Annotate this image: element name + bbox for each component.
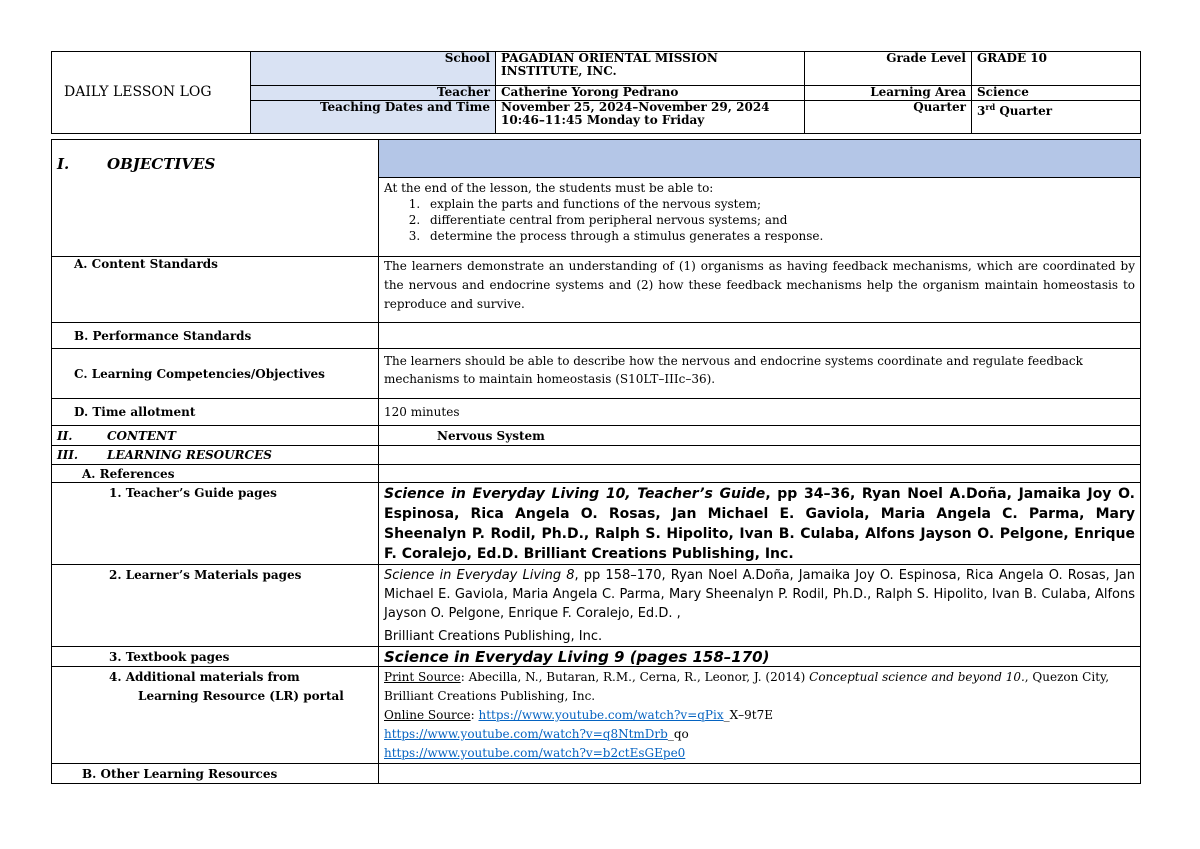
print-source-label: Print Source xyxy=(384,670,461,684)
objective-item: 2. differentiate central from peripheral nervous systems; and xyxy=(424,212,1135,228)
lm-rest: , pp 158–170, Ryan Noel A.Doña, Jamaika Joy O. Espinosa, Rica Angela O. Rosas, Jan Michael E. Gaviola, Maria Angela C. Parma, Mary Sheenalyn P. Rodil, Ph.D., Ralph S. Hipolito, Ivan B. Culaba, Alfons Jayson O. Pelgone, Enrique F. Coralejo, Ed.D. , xyxy=(384,568,1135,621)
objectives-heading: OBJECTIVES xyxy=(107,155,216,173)
quarter-label: Quarter xyxy=(805,101,972,134)
content-num: II. xyxy=(57,428,73,443)
tg-book: Science in Everyday Living 10, Teacher’s Guide xyxy=(384,486,766,502)
quarter-value: 3rd Quarter xyxy=(972,101,1141,134)
tg-text xyxy=(379,483,1141,565)
competencies-text: The learners should be able to describe how the nervous and endocrine systems coordinate and regulate feedback mechanisms to maintain homeostasis (S10LT–IIIc–36). xyxy=(379,349,1141,399)
lm-text xyxy=(379,565,1141,647)
log-title-cell xyxy=(52,52,251,134)
video-link-2-row: https://www.youtube.com/watch?v=q8NtmDrb_qo xyxy=(384,727,689,741)
tg-label: 1. Teacher’s Guide pages xyxy=(52,483,379,565)
dates-cell xyxy=(496,101,805,134)
tb-text: Science in Everyday Living 9 (pages 158–170) xyxy=(379,647,1141,667)
print-rest: , Quezon City, Brilliant Creations Publishing, Inc. xyxy=(384,670,1110,703)
lm-publisher: Brilliant Creations Publishing, Inc. xyxy=(384,629,603,644)
video-link-2[interactable]: https://www.youtube.com/watch?v=q8NtmDrb xyxy=(384,727,668,741)
video-link-3[interactable]: https://www.youtube.com/watch?v=b2ctEsGEpe0 xyxy=(384,746,686,760)
school-value: PAGADIAN ORIENTAL MISSION INSTITUTE, INC. xyxy=(496,52,805,86)
content-text: Nervous System xyxy=(379,426,1141,446)
content-heading-cell xyxy=(52,426,379,446)
online-source-label: Online Source xyxy=(384,708,471,722)
grade-value: GRADE 10 xyxy=(972,52,1141,86)
other-resources-label: B. Other Learning Resources xyxy=(52,764,379,784)
objectives-header-bar xyxy=(379,140,1141,178)
area-label: Learning Area xyxy=(805,86,972,101)
header-table xyxy=(51,51,1141,134)
performance-standards-label: B. Performance Standards xyxy=(52,323,379,349)
content-heading: CONTENT xyxy=(107,428,176,443)
performance-standards-text xyxy=(379,323,1141,349)
objectives-body xyxy=(379,178,1141,257)
print-source xyxy=(384,668,1135,706)
dates-value: November 25, 2024–November 29, 2024 xyxy=(501,100,770,114)
objectives-num: I. xyxy=(57,155,70,173)
additional-label-line2: Learning Resource (LR) portal xyxy=(138,689,344,703)
objectives-heading-cell xyxy=(52,140,379,257)
objectives-list xyxy=(384,196,1135,244)
content-standards-text: The learners demonstrate an understanding of (1) organisms as having feedback mechanisms, which are coordinated by the nervous and endocrine systems and (2) how these feedback mechanisms help the organism maintain homeostasis to reproduce and survive. xyxy=(379,257,1141,323)
log-title: DAILY LESSON LOG xyxy=(64,84,212,100)
time-allotment-label: D. Time allotment xyxy=(52,399,379,426)
time-value: 10:46–11:45 Monday to Friday xyxy=(501,113,705,127)
objectives-intro: At the end of the lesson, the students must be able to: xyxy=(384,181,714,195)
area-value: Science xyxy=(972,86,1141,101)
resources-heading: LEARNING RESOURCES xyxy=(107,448,272,462)
teacher-value: Catherine Yorong Pedrano xyxy=(496,86,805,101)
online-source: Online Source: https://www.youtube.com/watch?v=qPix_X–9t7E xyxy=(384,708,774,722)
references-empty xyxy=(379,465,1141,483)
lesson-table xyxy=(51,139,1141,784)
print-authors: : Abecilla, N., Butaran, R.M., Cerna, R., Leonor, J. (2014) xyxy=(460,670,810,684)
grade-label: Grade Level xyxy=(805,52,972,86)
objective-item: 1. explain the parts and functions of the nervous system; xyxy=(424,196,1135,212)
video-link-3-row xyxy=(384,744,1135,763)
lm-book: Science in Everyday Living 8 xyxy=(384,568,575,583)
time-allotment-text: 120 minutes xyxy=(379,399,1141,426)
print-title: Conceptual science and beyond 10. xyxy=(809,670,1025,684)
competencies-label: C. Learning Competencies/Objectives xyxy=(52,349,379,399)
objective-item: 3. determine the process through a stimulus generates a response. xyxy=(424,228,1135,244)
references-label: A. References xyxy=(52,465,379,483)
resources-num: III. xyxy=(57,448,79,462)
resources-empty xyxy=(379,446,1141,465)
additional-label-line1: 4. Additional materials from xyxy=(109,670,300,684)
dates-label: Teaching Dates and Time xyxy=(251,101,496,134)
content-standards-label: A. Content Standards xyxy=(52,257,379,323)
tg-rest: , pp 34–36, Ryan Noel A.Doña, Jamaika Joy O. Espinosa, Rica Angela O. Rosas, Jan Michael E. Gaviola, Maria Angela C. Parma, Mary Sheenalyn P. Rodil, Ph.D., Ralph S. Hipolito, Ivan B. Culaba, Alfons Jayson O. Pelgone, Enrique F. Coralejo, Ed.D. Brilliant Creations Publishing, Inc. xyxy=(384,486,1135,562)
lm-label: 2. Learner’s Materials pages xyxy=(52,565,379,647)
school-label: School xyxy=(251,52,496,86)
additional-materials xyxy=(379,667,1141,764)
additional-label xyxy=(52,667,379,764)
resources-heading-cell xyxy=(52,446,379,465)
other-resources-empty xyxy=(379,764,1141,784)
video-link-1[interactable]: https://www.youtube.com/watch?v=qPix xyxy=(478,708,724,722)
teacher-label: Teacher xyxy=(251,86,496,101)
tb-label: 3. Textbook pages xyxy=(52,647,379,667)
